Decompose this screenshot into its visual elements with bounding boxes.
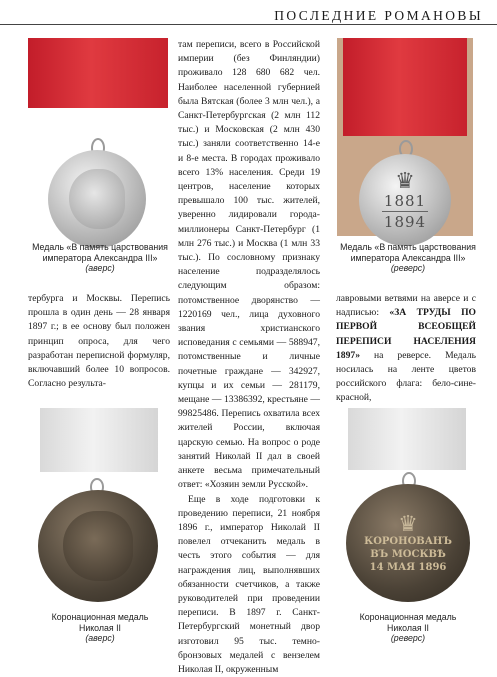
text-column-left	[28, 292, 170, 391]
caption-line: Коронационная медаль	[338, 612, 478, 623]
medal-nicholas-reverse	[346, 484, 470, 602]
body-paragraph: там переписи, всего в Российской империи (без Финляндии) проживало 128 680 682 чел. Наиболее населенной губернией была Вятская (более 3 млн чел.), а Санкт-Петербургская (2 млн 112 тыс.) и Московская (2 млн 430 тыс.) заняли соответственно 14-е и 8-е места. В городах проживало всего 13% населения. Среди 19 центров, население которых превышало 100 тыс. жителей, уверенно лидировали города-миллионеры Санкт-Петербург (1 млн 276 тыс.) и Москва (1 млн 33 тыс.). По сословному признаку население подразделялось следующим образом: потомственное дворянство — 1220169 чел., лица духовного звания христианского исповедания с семьями — 588947, потомственные и личные почетные граждане — 342927, купцы и их семьи — 281179, мещане — 13386392, крестьяне — 99825486. Перепись охватила всех жителей России, включая царскую семью. На вопрос о роде занятий Николай II дал в своей анкете весьма примечательный ответ: «Хозяин земли Русской».	[178, 38, 320, 493]
medal-inscription-1: КОРОНОВАНЪ	[364, 535, 452, 548]
text-column-center	[178, 38, 320, 677]
caption-alexander-reverse	[328, 242, 488, 274]
caption-line: Николая II	[338, 623, 478, 634]
red-ribbon	[28, 38, 168, 108]
medal-alexander-reverse	[359, 154, 451, 246]
medal-inscription-3: 14 МАЯ 1896	[370, 561, 447, 574]
medal-divider	[382, 211, 428, 212]
crown-icon: ♛	[398, 513, 418, 535]
emperor-profile-icon	[63, 511, 133, 580]
medal-year-top: 1881	[384, 192, 426, 210]
text-column-right	[336, 292, 476, 406]
medal-alexander-obverse	[48, 150, 146, 248]
crown-icon: ♛	[395, 170, 415, 192]
caption-line: Медаль «В память царствования	[20, 242, 180, 253]
medal-inscription-2: ВЪ МОСКВѢ	[370, 548, 446, 561]
caption-line: Медаль «В память царствования	[328, 242, 488, 253]
caption-nicholas-reverse	[338, 612, 478, 644]
body-paragraph: тербурга и Москвы. Перепись прошла в один день — 28 января 1897 г.; в ее основу был положен принцип опроса, для чего разработан переписной формуляр, включавший более 10 вопросов. Согласно результа-	[28, 292, 170, 391]
body-text: на реверсе. Медаль носилась на ленте цветов российского флага: бело-сине-красной,	[336, 350, 476, 404]
caption-alexander-obverse	[20, 242, 180, 274]
header-divider	[0, 24, 497, 25]
medal-year-bottom: 1894	[384, 213, 426, 231]
medal-photo-alexander-reverse	[337, 38, 473, 236]
medal-photo-nicholas-reverse	[338, 408, 476, 598]
caption-side: (реверс)	[328, 263, 488, 274]
caption-side: (реверс)	[338, 633, 478, 644]
caption-line: Коронационная медаль	[30, 612, 170, 623]
body-paragraph	[336, 292, 476, 406]
body-paragraph: Еще в ходе подготовки к проведению переписи, 21 ноября 1896 г., император Николай II повелел отчеканить медаль в честь этого события — для награждения лиц, выполнявших обязанности счетчиков, а также руководителей при проведении переписи. В 1897 г. Санкт-Петербургский монетный двор изготовил 95 тыс. темно-бронзовых медалей с вензелем Николая II, окруженным	[178, 493, 320, 677]
body-text: лавровыми ветвями на аверсе и с надписью:	[336, 293, 476, 318]
medal-photo-alexander-obverse	[28, 38, 168, 236]
emperor-profile-icon	[69, 169, 126, 230]
page-header-title: ПОСЛЕДНИЕ РОМАНОВЫ	[274, 8, 483, 24]
medal-photo-nicholas-obverse	[32, 408, 166, 598]
caption-line: императора Александра III»	[328, 253, 488, 264]
medal-inscription-quote: «ЗА ТРУДЫ ПО ПЕРВОЙ ВСЕОБЩЕЙ ПЕРЕПИСИ НАСЕЛЕНИЯ 1897»	[336, 307, 476, 361]
caption-side: (аверс)	[30, 633, 170, 644]
caption-line: императора Александра III»	[20, 253, 180, 264]
grey-ribbon	[40, 408, 158, 472]
grey-ribbon	[348, 408, 466, 470]
caption-side: (аверс)	[20, 263, 180, 274]
medal-nicholas-obverse	[38, 490, 158, 602]
red-ribbon	[343, 38, 467, 136]
caption-line: Николая II	[30, 623, 170, 634]
caption-nicholas-obverse	[30, 612, 170, 644]
